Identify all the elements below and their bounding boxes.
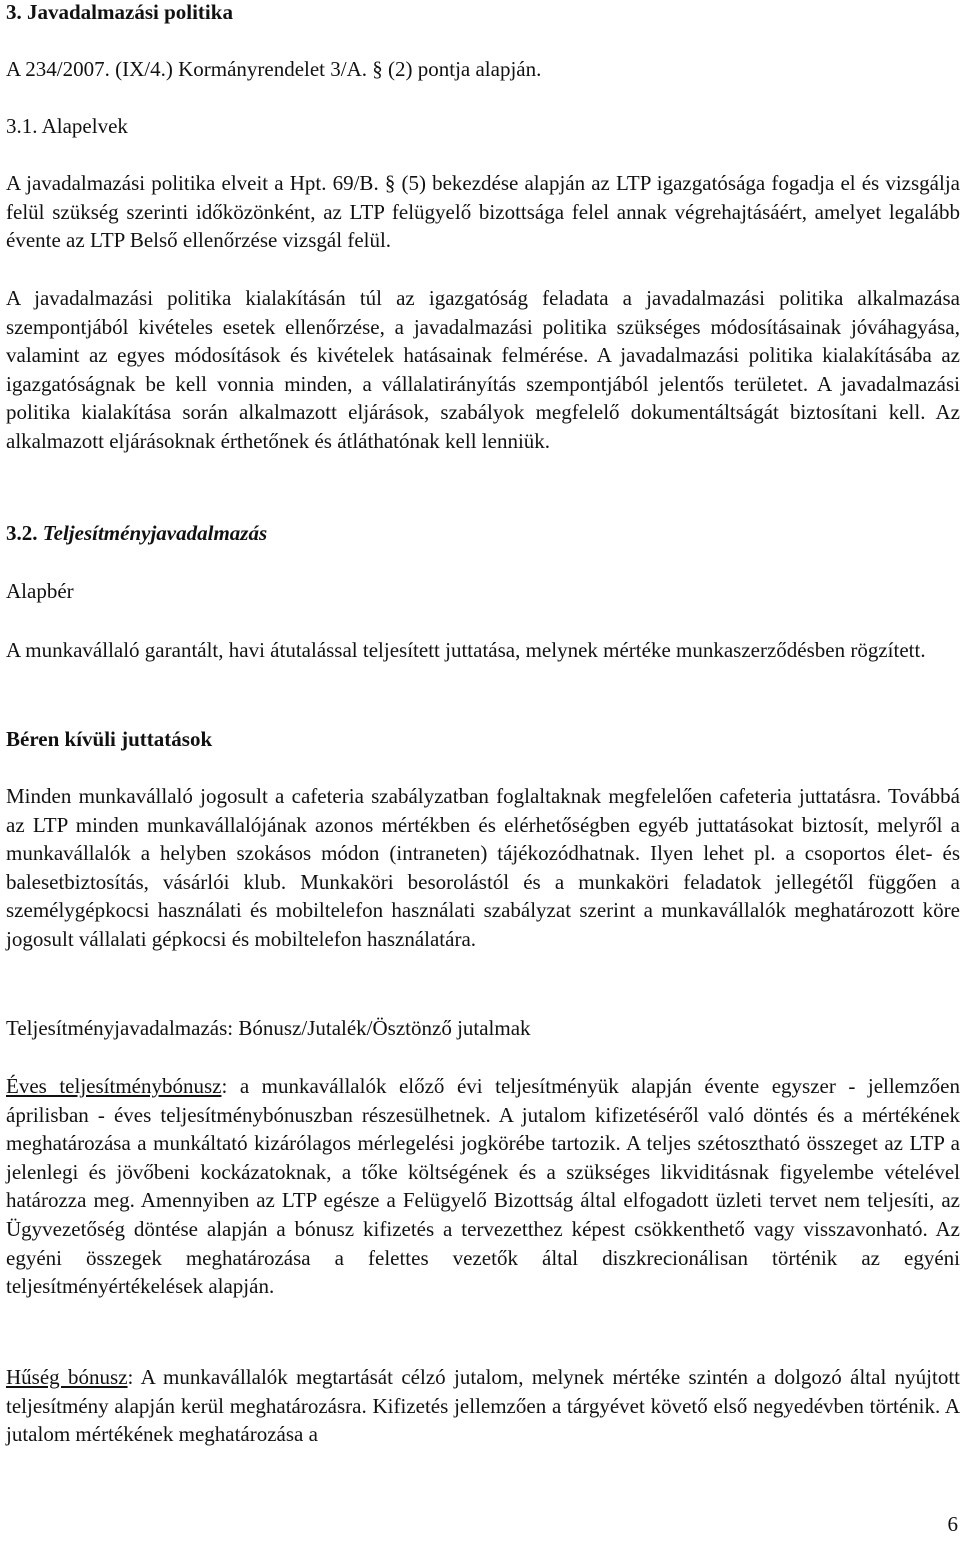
- subheading-alapber: Alapbér: [6, 579, 74, 603]
- paragraph-huseg-bonusz: [6, 1363, 960, 1449]
- section-title: Teljesítményjavadalmazás: [42, 521, 268, 545]
- subheading-bonusz: Teljesítményjavadalmazás: Bónusz/Jutalék/Ösztönző jutalmak: [6, 1016, 531, 1040]
- eves-bonusz-text: : a munkavállalók előző évi teljesítményük alapján évente egyszer - jellemzően áprilisban - éves teljesítménybónuszban részesülhetnek. A jutalom kifizetéséről való döntés és a mértékének meghatározása a munkáltató kizárólagos mérlegelési jogkörébe tartozik. A teljes szétosztható összeget az LTP a jelenlegi és jövőbeni kockázatoknak, a tőke költségének és a szükséges likviditásnak figyelembe vételével határozza meg. Amennyiben az LTP egésze a Felügyelő Bizottság által elfogadott üzleti tervet nem teljesíti, az Ügyvezetőség döntése alapján a bónusz kifizetés a tervezetthez képest csökkenthető vagy visszavonható. Az egyéni összegek meghatározása a felettes vezetők által diszkrecionálisan történik az egyéni teljesítményértékelések alapján.: [6, 1074, 960, 1299]
- section-heading-3-2: [6, 519, 960, 548]
- section-number: 3.2.: [6, 521, 38, 545]
- subheading-beren-kivuli: Béren kívüli juttatások: [6, 727, 213, 751]
- paragraph-alapber: A munkavállaló garantált, havi átutalással teljesített juttatása, melynek mértéke munkaszerződésben rögzített.: [6, 638, 926, 662]
- term-eves-bonusz: Éves teljesítménybónusz: [6, 1074, 222, 1098]
- huseg-bonusz-text: : A munkavállalók megtartását célzó jutalom, melynek mértéke szintén a dolgozó által nyújtott teljesítmény alapján kerül meghatározásra. Kifizetés jellemzően a tárgyévet követő első negyedévben történik. A jutalom mértékének meghatározása a: [6, 1365, 960, 1447]
- paragraph-alapelvek-2: A javadalmazási politika kialakításán túl az igazgatóság feladata a javadalmazási politika alkalmazása szempontjából kivételes esetek ellenőrzése, a javadalmazási politika szükséges módosításainak jóváhagyása, valamint az egyes módosítások és kivételek hatásainak felmérése. A javadalmazási politika kialakításába az igazgatóságnak be kell vonnia minden, a vállalatirányítás szempontjából jelentős területet. A javadalmazási politika kialakítása során alkalmazott eljárások, szabályok megfelelő dokumentáltságát biztosítani kell. Az alkalmazott eljárásoknak érthetőnek és átláthatónak kell lenniük.: [6, 286, 960, 453]
- section-heading-3-1: 3.1. Alapelvek: [6, 114, 128, 138]
- legal-reference: A 234/2007. (IX/4.) Kormányrendelet 3/A. § (2) pontja alapján.: [6, 57, 542, 81]
- page-number: 6: [947, 1512, 958, 1536]
- paragraph-eves-bonusz: [6, 1072, 960, 1301]
- term-huseg-bonusz: Hűség bónusz: [6, 1365, 128, 1389]
- paragraph-alapelvek-1: A javadalmazási politika elveit a Hpt. 69/B. § (5) bekezdése alapján az LTP igazgatósága fogadja el és vizsgálja felül szükség szerinti időközönként, az LTP felügyelő bizottsága felel annak végrehajtásáért, amelyet legalább évente az LTP Belső ellenőrzése vizsgál felül.: [6, 171, 960, 253]
- paragraph-beren-kivuli: Minden munkavállaló jogosult a cafeteria szabályzatban foglaltaknak megfelelően cafeteria juttatásra. Továbbá az LTP minden munkavállalójának azonos mértékben és elérhetőségben egyéb juttatásokat biztosít, melyről a munkavállalók a helyben szokásos módon (intraneten) tájékozódhatnak. Ilyen lehet pl. a csoportos élet- és balesetbiztosítás, vásárlói klub. Munkaköri besorolástól és a munkaköri feladatok jellegétől függően a személygépkocsi használati és mobiltelefon használati szabályzat szerint a munkavállalók meghatározott köre jogosult vállalati gépkocsi és mobiltelefon használatára.: [6, 784, 960, 951]
- section-heading-3: 3. Javadalmazási politika: [6, 0, 233, 24]
